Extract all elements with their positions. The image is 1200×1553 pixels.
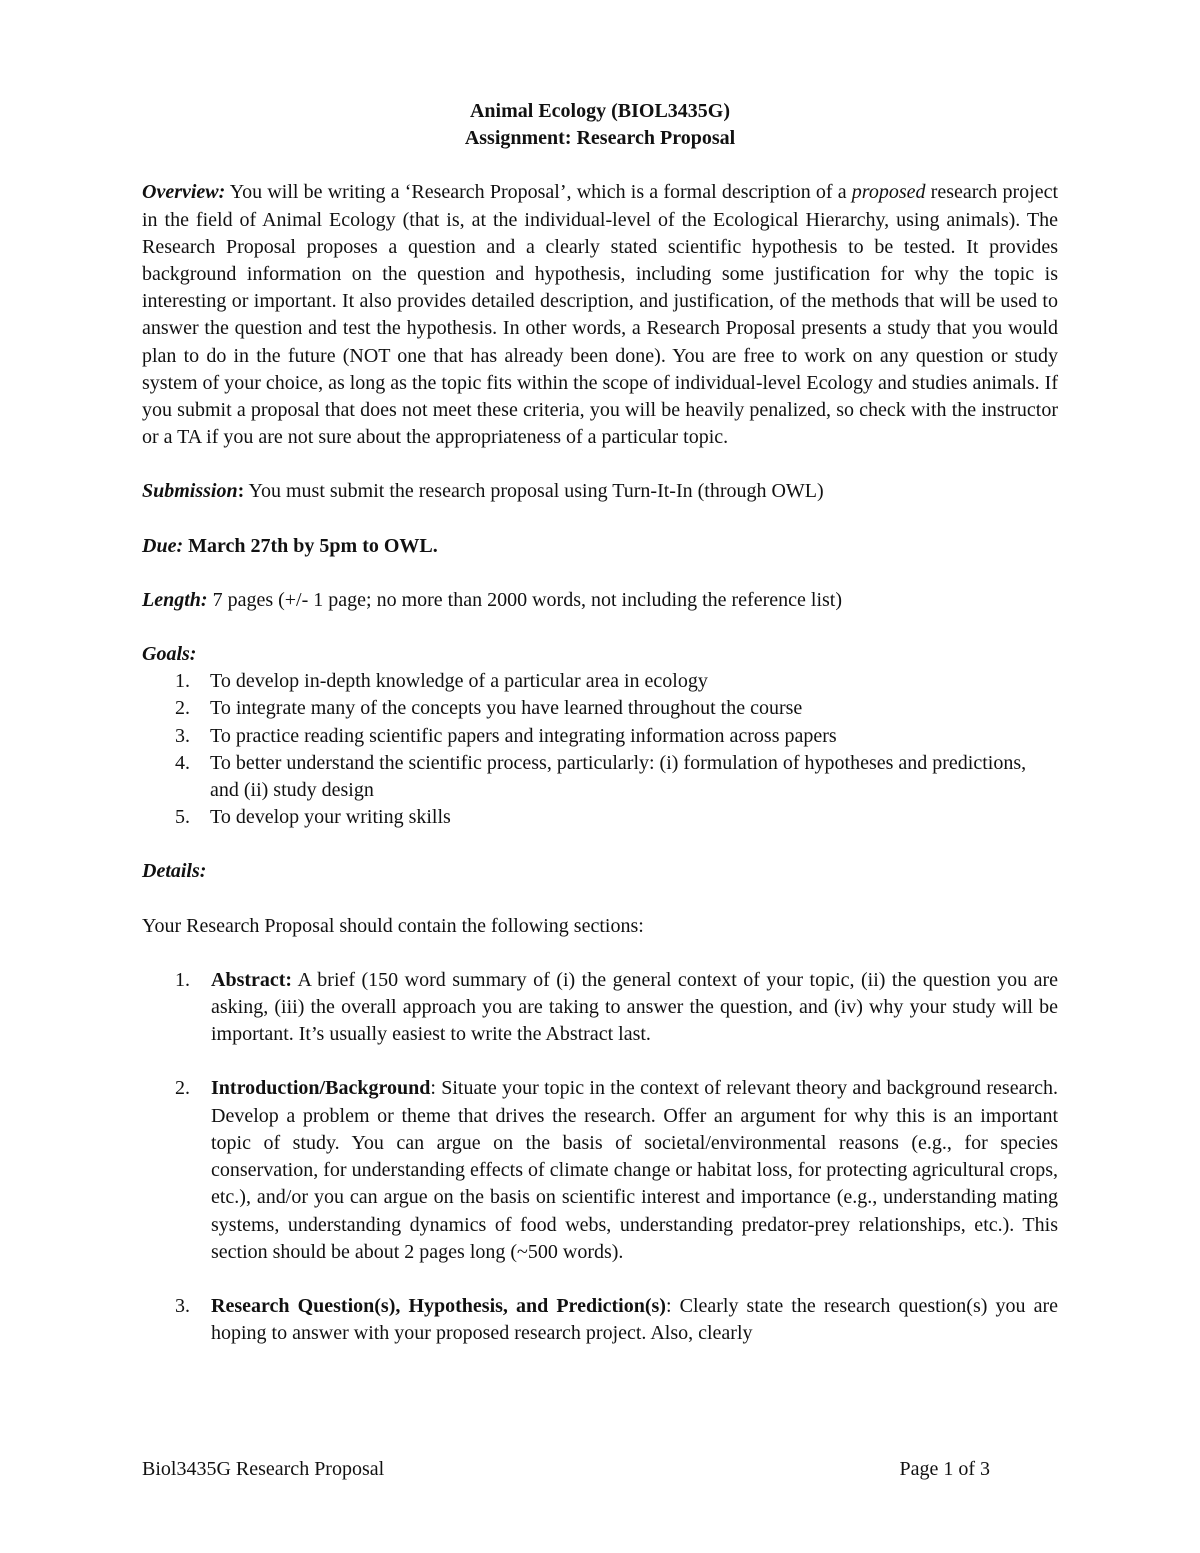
list-item-number: 4. bbox=[175, 751, 190, 774]
section-item-research-question bbox=[142, 1293, 1058, 1347]
document-subtitle: Assignment: Research Proposal bbox=[464, 127, 736, 150]
list-item bbox=[142, 750, 1058, 804]
details-heading bbox=[142, 858, 1058, 885]
submission-text: You must submit the research proposal using Turn-It-In (through OWL) bbox=[244, 480, 824, 503]
section-item-abstract bbox=[142, 967, 1058, 1049]
list-item bbox=[142, 804, 1058, 831]
goals-label: Goals: bbox=[142, 643, 197, 666]
list-item-number: 5. bbox=[175, 806, 190, 829]
overview-text-1: You will be writing a ‘Research Proposal’, which is a formal description of a bbox=[225, 181, 852, 204]
section-item-text: : Situate your topic in the context of relevant theory and background research. Develop a problem or theme that drives the research. Offer an argument for why this is an important topic of study. You can argue on the basis of societal/environmental reasons (e.g., for species conservation, for understanding effects of climate change or habitat loss, for protecting agricultural crops, etc.), and/or you can argue on the basis on scientific interest and importance (e.g., understanding mating systems, understanding dynamics of food webs, understanding predator-prey relationships, etc.). This section should be about 2 pages long (~500 words). bbox=[211, 1077, 1058, 1263]
section-item-number: 3. bbox=[175, 1294, 190, 1317]
document-body bbox=[142, 98, 1058, 1347]
section-item-text: A brief (150 word summary of (i) the general context of your topic, (ii) the question you are asking, (iii) the overall approach you are taking to answer the question, and (iv) why your study will be important. It’s usually easiest to write the Abstract last. bbox=[211, 968, 1058, 1046]
length-paragraph bbox=[142, 587, 1058, 614]
list-item-number: 2. bbox=[175, 697, 190, 720]
list-item-text: To develop in-depth knowledge of a particular area in ecology bbox=[210, 670, 708, 693]
due-paragraph bbox=[142, 533, 1058, 560]
section-item-number: 2. bbox=[175, 1077, 190, 1100]
goals-list bbox=[142, 668, 1058, 831]
submission-paragraph bbox=[142, 478, 1058, 505]
section-item-heading: Abstract: bbox=[211, 968, 293, 991]
submission-label: Submission bbox=[142, 480, 238, 503]
footer-page-number: Page 1 of 3 bbox=[899, 1458, 990, 1480]
overview-paragraph bbox=[142, 179, 1058, 451]
section-item-number: 1. bbox=[175, 968, 190, 991]
document-header bbox=[142, 98, 1058, 152]
section-item-heading: Research Question(s), Hypothesis, and Prediction(s) bbox=[211, 1294, 666, 1317]
section-item-introduction bbox=[142, 1075, 1058, 1265]
list-item-text: To develop your writing skills bbox=[210, 806, 451, 829]
list-item bbox=[142, 723, 1058, 750]
submission-colon: : bbox=[237, 480, 245, 503]
list-item bbox=[142, 695, 1058, 722]
list-item bbox=[142, 668, 1058, 695]
sections-list bbox=[142, 967, 1058, 1347]
section-item-text: : Clearly state the research question(s) you are hoping to answer with your proposed research project. Also, clearly bbox=[211, 1294, 1058, 1345]
list-item-number: 1. bbox=[175, 670, 190, 693]
list-item-text: To better understand the scientific process, particularly: (i) formulation of hypotheses and predictions, and (ii) study design bbox=[210, 751, 1027, 802]
goals-heading bbox=[142, 641, 1058, 668]
length-text: 7 pages (+/- 1 page; no more than 2000 words, not including the reference list) bbox=[207, 588, 842, 611]
due-label: Due: bbox=[142, 534, 184, 557]
overview-emphasis: proposed bbox=[851, 181, 926, 204]
details-label: Details: bbox=[142, 860, 207, 883]
section-item-heading: Introduction/Background bbox=[211, 1077, 431, 1100]
list-item-text: To practice reading scientific papers and integrating information across papers bbox=[210, 724, 837, 747]
list-item-number: 3. bbox=[175, 724, 190, 747]
details-intro: Your Research Proposal should contain the following sections: bbox=[142, 914, 644, 937]
length-label: Length: bbox=[142, 588, 208, 611]
due-text: March 27th by 5pm to OWL. bbox=[183, 534, 438, 557]
list-item-text: To integrate many of the concepts you have learned throughout the course bbox=[210, 697, 803, 720]
overview-label: Overview: bbox=[142, 181, 226, 204]
footer-document-name: Biol3435G Research Proposal bbox=[142, 1458, 385, 1480]
overview-text-2: research project in the field of Animal Ecology (that is, at the individual-level of the Ecological Hierarchy, using animals). The Research Proposal proposes a question and a clearly stated scientific hypothesis to be tested. It provides background information on the question and hypothesis, including some justification for why the topic is interesting or important. It also provides detailed description, and justification, of the methods that will be used to answer the question and test the hypothesis. In other words, a Research Proposal presents a study that you would plan to do in the future (NOT one that has already been done). You are free to work on any question or study system of your choice, as long as the topic fits within the scope of individual-level Ecology and studies animals. If you submit a proposal that does not meet these criteria, you will be heavily penalized, so check with the instructor or a TA if you are not sure about the appropriateness of a particular topic. bbox=[142, 181, 1059, 449]
document-title: Animal Ecology (BIOL3435G) bbox=[469, 100, 730, 122]
